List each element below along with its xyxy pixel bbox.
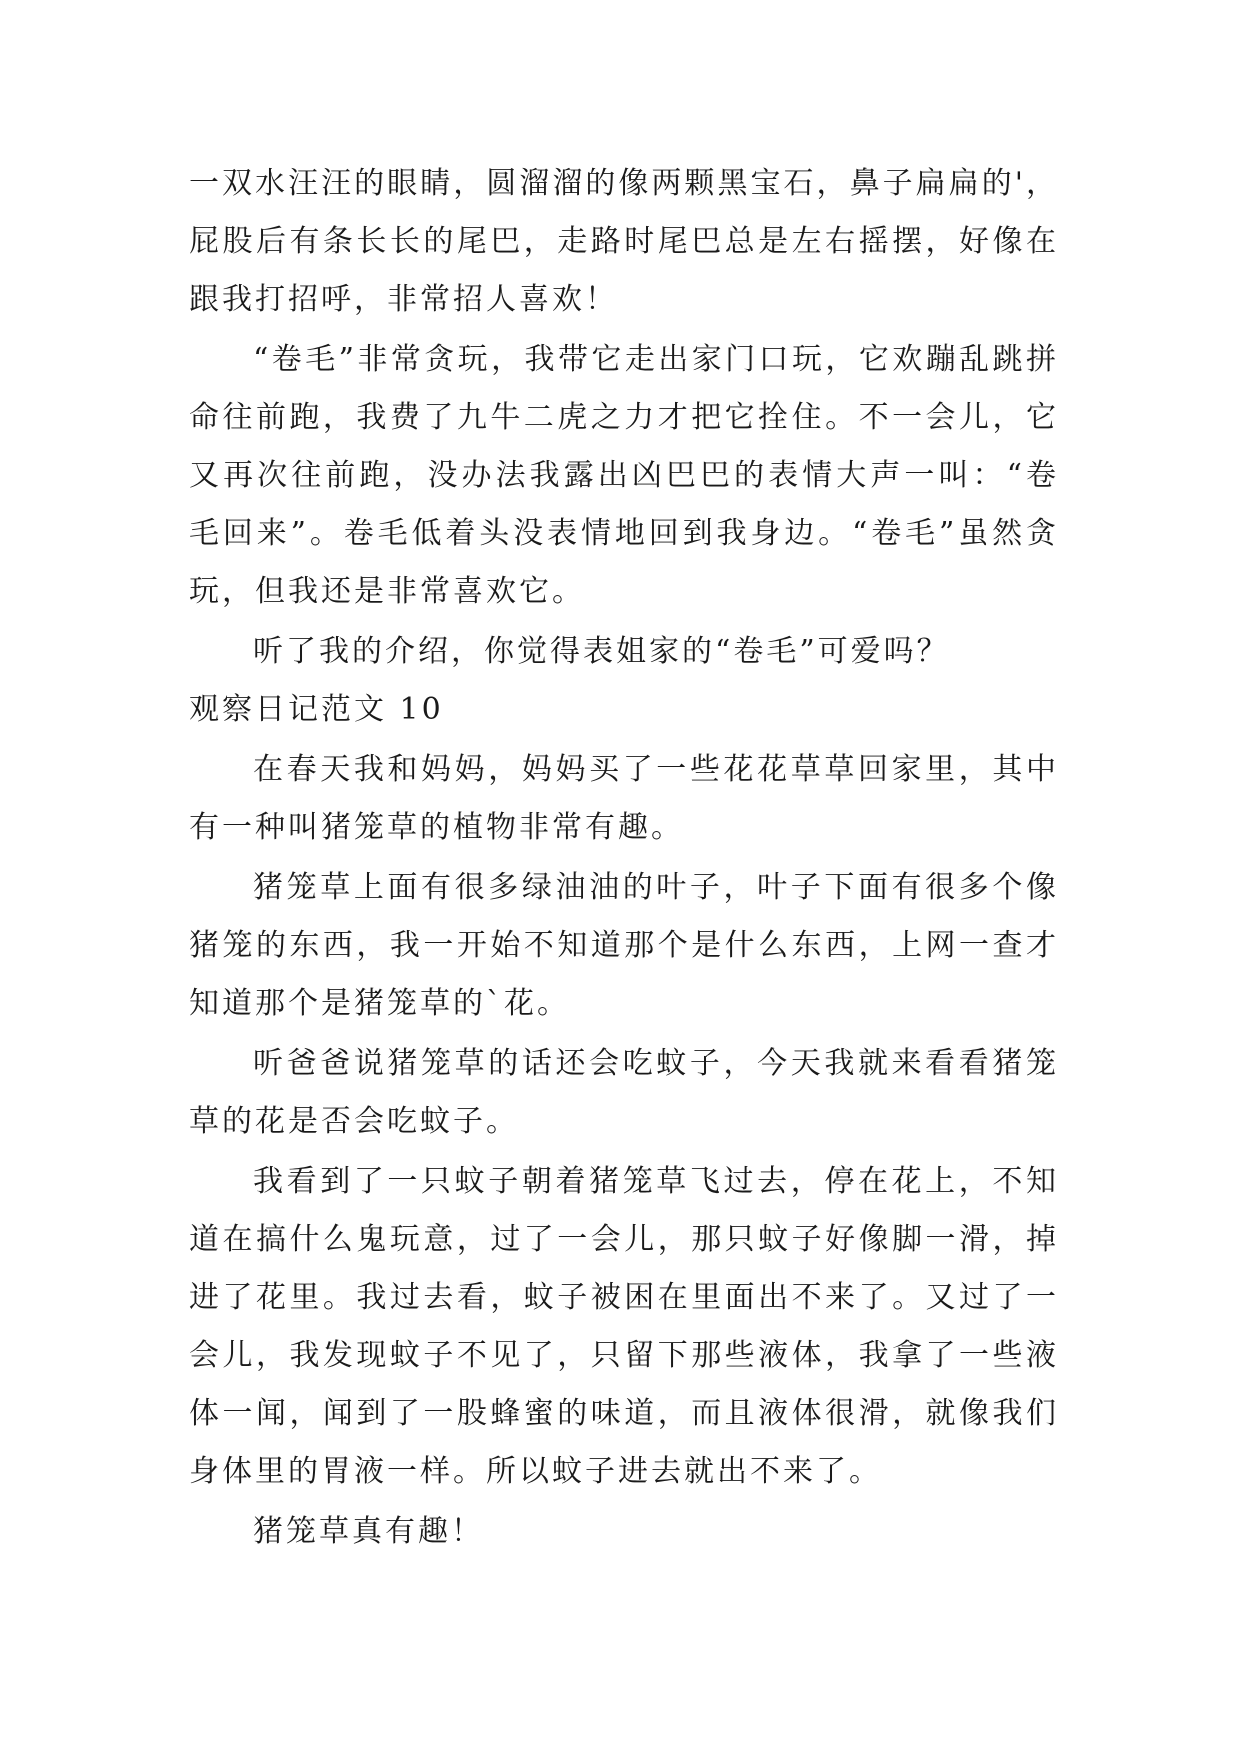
paragraph-eyes-description: 一双水汪汪的眼睛，圆溜溜的像两颗黑宝石，鼻子扁扁的'，屁股后有条长长的尾巴，走路时尾巴总是左右摇摆，好像在跟我打招呼，非常招人喜欢！ xyxy=(189,166,1059,317)
paragraph-curly-playful: “卷毛”非常贪玩，我带它走出家门口玩，它欢蹦乱跳拼命往前跑，我费了九牛二虎之力才把它拴住。不一会儿，它又再次往前跑，没办法我露出凶巴巴的表情大声一叫：“卷毛回来”。卷毛低着头没表情地回到我身边。“卷毛”虽然贪玩，但我还是非常喜欢它。 xyxy=(189,342,1059,609)
document-body xyxy=(189,155,1059,1561)
paragraph-eats-mosquitoes: 听爸爸说猪笼草的话还会吃蚊子，今天我就来看看猪笼草的花是否会吃蚊子。 xyxy=(189,1046,1059,1139)
paragraph-question: 听了我的介绍，你觉得表姐家的“卷毛”可爱吗？ xyxy=(253,634,950,669)
section-title: 观察日记范文 10 xyxy=(189,692,444,727)
paragraph-conclusion: 猪笼草真有趣！ xyxy=(253,1514,484,1549)
paragraph-pitcher-leaves: 猪笼草上面有很多绿油油的叶子，叶子下面有很多个像猪笼的东西，我一开始不知道那个是什么东西，上网一查才知道那个是猪笼草的`花。 xyxy=(189,870,1059,1021)
paragraph-spring-plants: 在春天我和妈妈，妈妈买了一些花花草草回家里，其中有一种叫猪笼草的植物非常有趣。 xyxy=(189,752,1059,845)
paragraph-mosquito-observation: 我看到了一只蚊子朝着猪笼草飞过去，停在花上，不知道在搞什么鬼玩意，过了一会儿，那只蚊子好像脚一滑，掉进了花里。我过去看，蚊子被困在里面出不来了。又过了一会儿，我发现蚊子不见了，只留下那些液体，我拿了一些液体一闻，闻到了一股蜂蜜的味道，而且液体很滑，就像我们身体里的胃液一样。所以蚊子进去就出不来了。 xyxy=(189,1164,1059,1489)
